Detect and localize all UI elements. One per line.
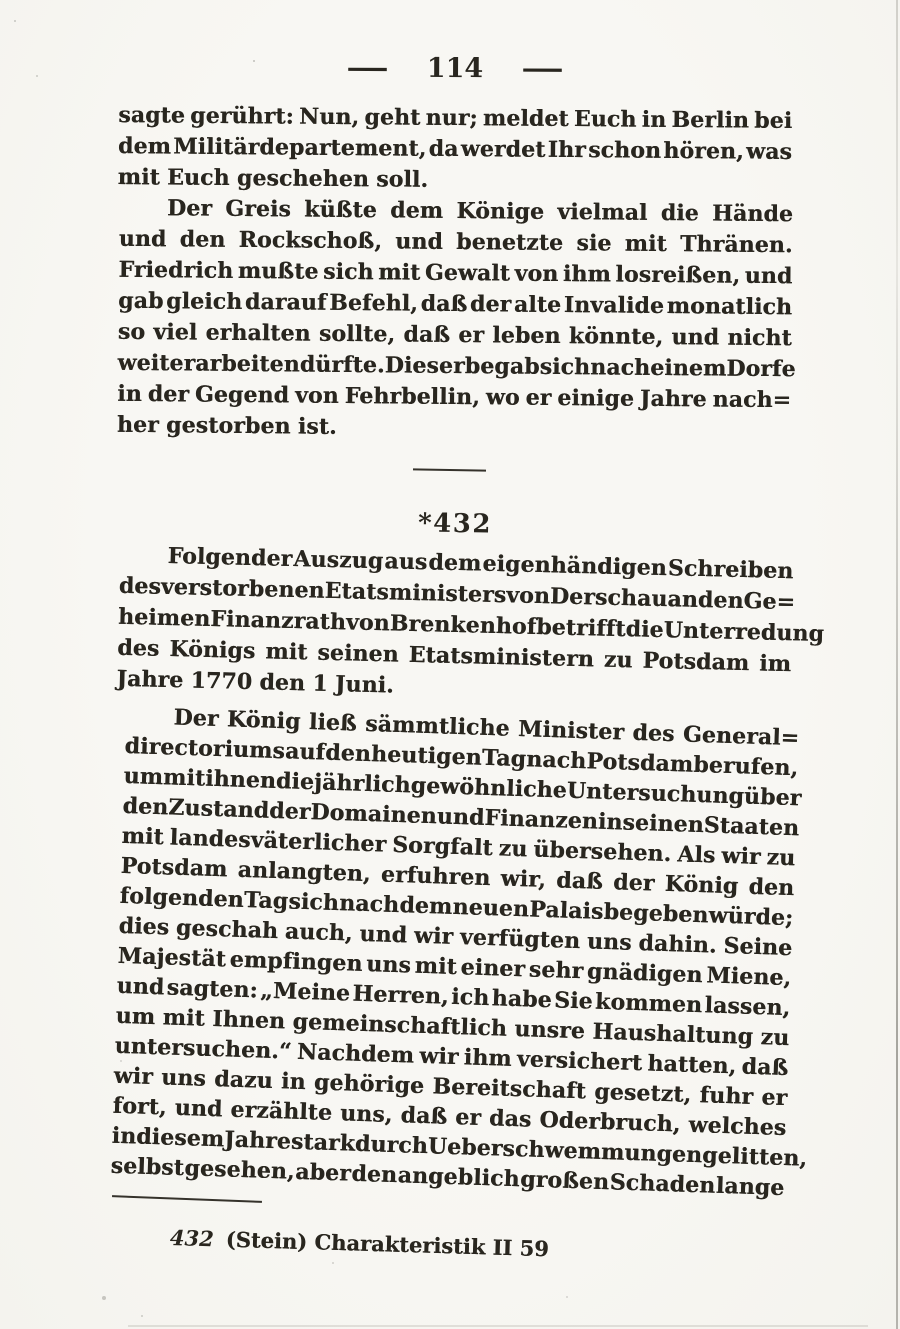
scan-artifact-vertical-line [896,0,898,1329]
footnote [170,1224,550,1263]
text-line: den Zustand der Domainen und Finanzen in seinen Staaten [122,792,800,842]
text-line: sagte gerührt: Nun, geht nur; meldet Euch in Berlin bei [118,102,793,134]
text-line: in der Gegend von Fehrbellin, wo er einige Jahre nach= [117,380,792,414]
text-line: folgenden Tag sich nach dem neuen Palais begeben würde; [119,882,794,932]
text-line: wir uns dazu in gehörige Bereitschaft gesetzt, fuhr er [113,1062,788,1112]
footnote-number: 432 [169,1225,215,1252]
footnote-rule [112,1195,262,1203]
text-line: dem Militärdepartement, da werdet Ihr schon hören, was [117,133,793,165]
text-line: um mit Ihnen gemeinschaftlich unsre Haushaltung zu [115,1002,790,1052]
text-line: des verstorbenen Etatsministers von Derschau an den Ge= [118,572,796,616]
header-dash-right: — [521,53,565,85]
text-line: Der König ließ sämmtliche Minister des General= [173,704,800,752]
scan-speckles [0,0,2,2]
paragraph-1 [118,100,793,199]
text-line: directoriums auf den heutigen Tag nach Potsdam berufen, [124,732,799,782]
text-line: und sagten: „Meine Herren, ich habe Sie kommen lassen, [116,972,791,1022]
text-line: Majestät empfingen uns mit einer sehr gnädigen Miene, [117,942,792,992]
section-divider [413,468,486,471]
text-line: um mit ihnen die jährlich gewöhnliche Untersuchung über [123,762,802,812]
scan-artifact-bottom-edge [128,1325,868,1327]
text-line: her gestorben ist. [116,411,337,440]
text-line: Potsdam anlangten, erfuhren wir, daß der König den [120,852,795,902]
page-header [118,51,792,88]
text-line: heimen Finanzrath von Brenkenhof betrifft die Unterredung [117,603,825,648]
paragraph-3 [116,540,825,711]
text-line: Friedrich mußte sich mit Gewalt von ihm losreißen, und [118,256,793,290]
text-line: Jahre 1770 den 1 Juni. [116,665,395,699]
text-line: gab gleich darauf Befehl, daß der alte Invalide monatlich [118,287,793,321]
paragraph-2 [116,193,796,447]
footnote-source: (Stein) Charakteristik II 59 [225,1226,550,1262]
text-line: selbst gesehen, aber den angeblich großen Schaden lange [110,1152,785,1202]
text-line: untersuchen.“ Nachdem wir ihm versichert hatten, daß [114,1032,789,1082]
text-line: dies geschah auch, und wir verfügten uns dahin. Seine [118,912,793,962]
text-line: weiter arbeiten dürfte. Dieser begab sich nach einem Dorfe [117,349,796,383]
text-line: fort, und erzählte uns, daß er das Oderbruch, welches [112,1092,787,1142]
paragraph-4 [110,701,808,1203]
text-line: und den Rockschoß, und benetzte sie mit Thränen. [118,225,793,259]
text-line: mit landesväterlicher Sorgfalt zu übersehen. Als wir zu [121,822,796,872]
header-dash-left: — [345,52,389,84]
text-line: in diesem Jahre stark durch Ueberschwemmungen gelitten, [111,1122,808,1172]
text-line: mit Euch geschehen soll. [117,164,429,193]
text-line: so viel erhalten sollte, daß er leben könnte, und nicht [117,318,792,352]
page-number: 114 [426,52,484,85]
text-line: Folgender Auszug aus dem eigenhändigen Schreiben [167,542,794,585]
text-line: des Königs mit seinen Etatsministern zu Potsdam im [117,634,792,678]
text-line: Der Greis küßte dem Könige vielmal die Hände [166,195,794,228]
section-heading: *432 [417,508,493,540]
